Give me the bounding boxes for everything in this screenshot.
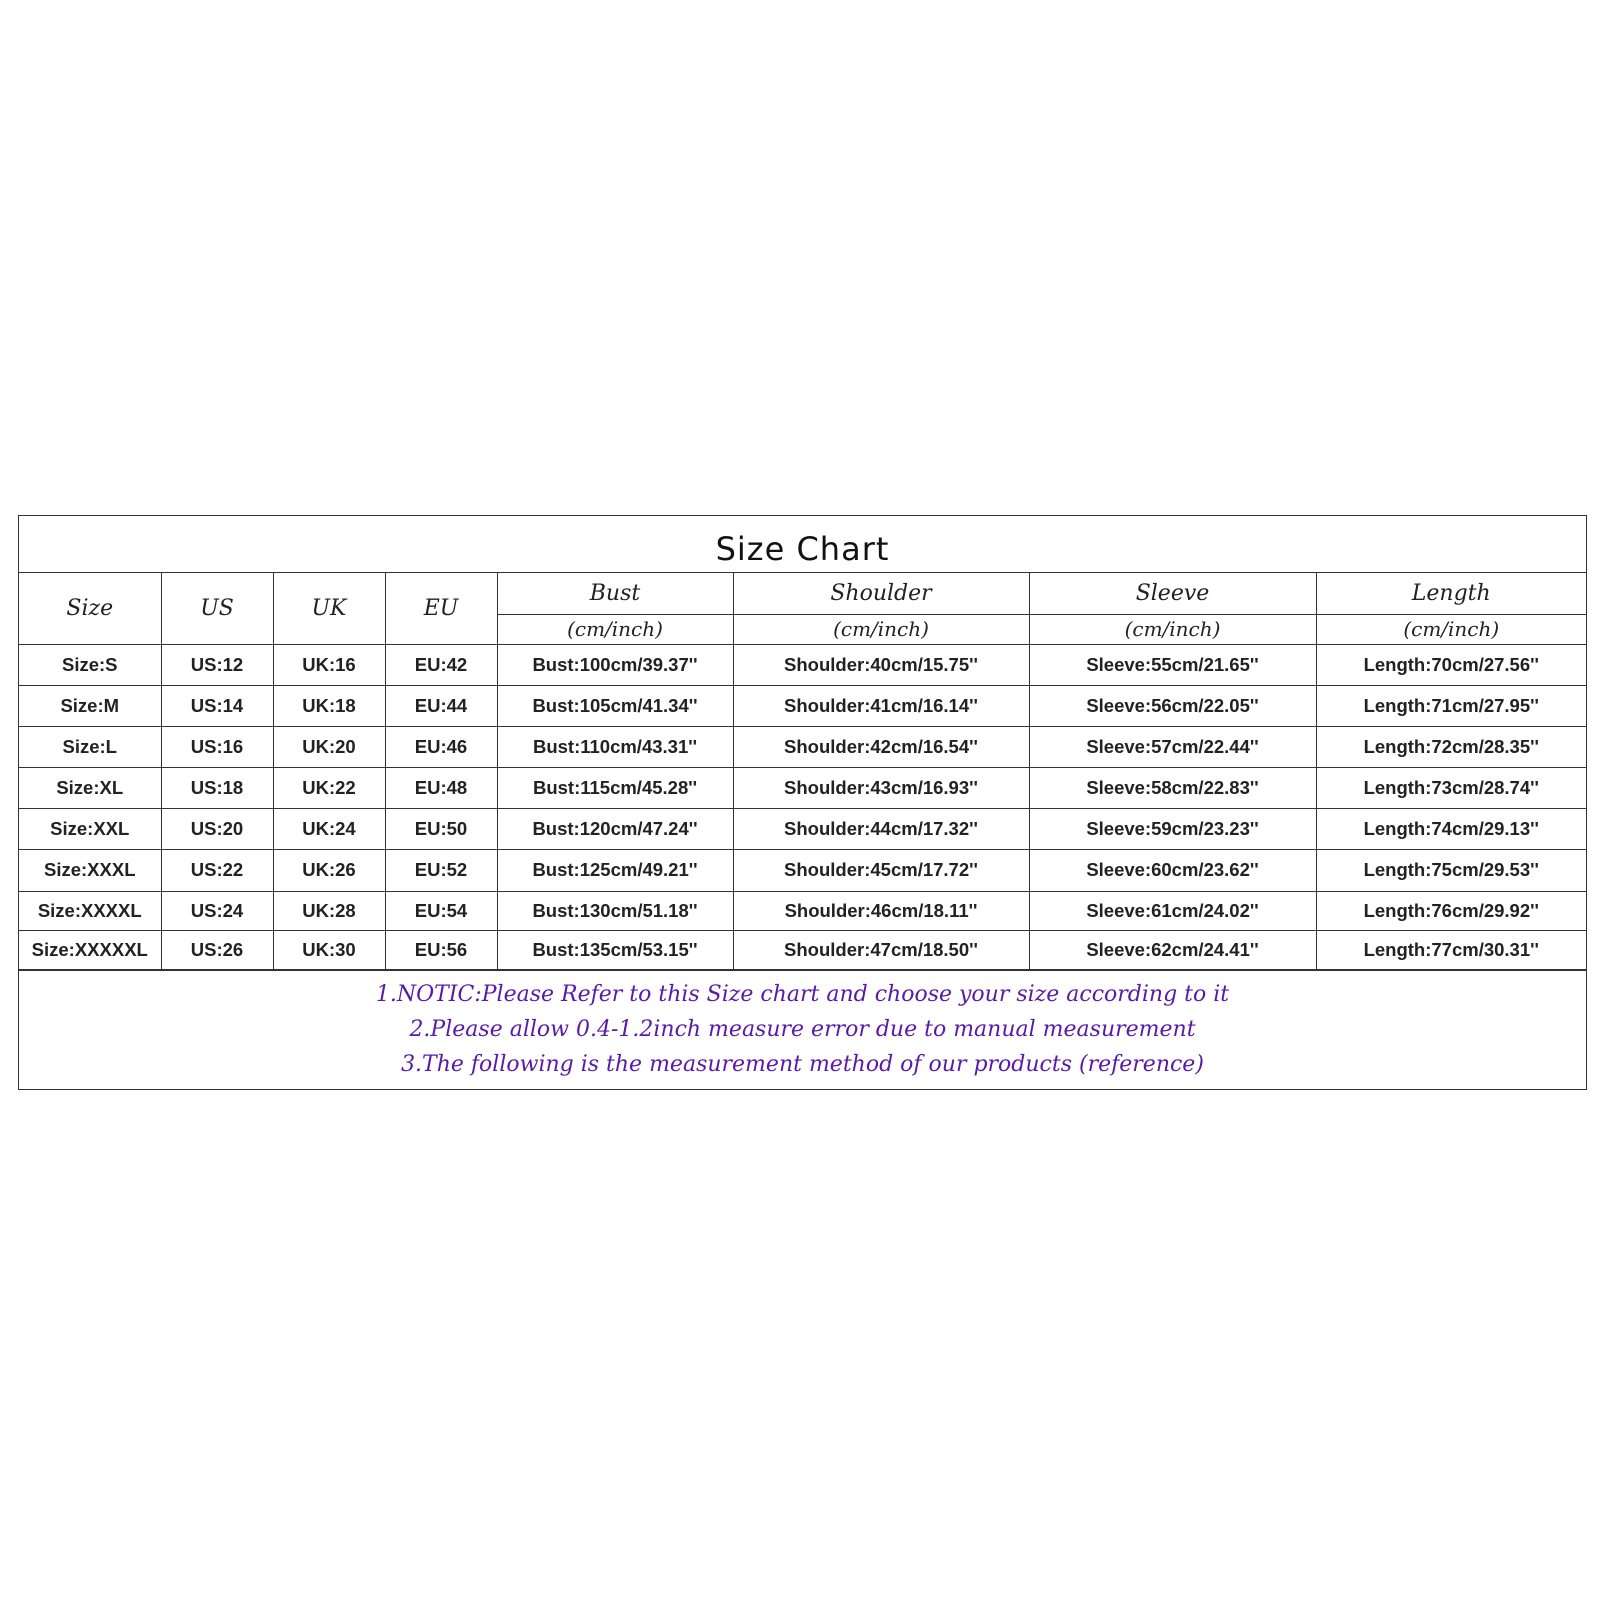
cell-us: US:22	[161, 849, 273, 891]
cell-shoulder: Shoulder:41cm/16.14''	[733, 685, 1029, 726]
cell-eu: EU:56	[385, 930, 497, 969]
cell-size: Size:XXXL	[19, 849, 161, 891]
cell-us: US:14	[161, 685, 273, 726]
cell-eu: EU:42	[385, 644, 497, 685]
cell-length: Length:74cm/29.13''	[1316, 808, 1586, 849]
cell-bust: Bust:100cm/39.37''	[497, 644, 733, 685]
cell-size: Size:XXL	[19, 808, 161, 849]
cell-bust: Bust:115cm/45.28''	[497, 767, 733, 808]
cell-bust: Bust:130cm/51.18''	[497, 891, 733, 930]
table-row	[19, 808, 1586, 849]
table-row	[19, 891, 1586, 930]
cell-us: US:26	[161, 930, 273, 969]
cell-eu: EU:46	[385, 726, 497, 767]
cell-size: Size:M	[19, 685, 161, 726]
table-row	[19, 767, 1586, 808]
cell-length: Length:77cm/30.31''	[1316, 930, 1586, 969]
cell-size: Size:L	[19, 726, 161, 767]
cell-bust: Bust:125cm/49.21''	[497, 849, 733, 891]
cell-length: Length:73cm/28.74''	[1316, 767, 1586, 808]
cell-length: Length:70cm/27.56''	[1316, 644, 1586, 685]
cell-bust: Bust:135cm/53.15''	[497, 930, 733, 969]
notes-section	[19, 970, 1586, 1082]
cell-shoulder: Shoulder:46cm/18.11''	[733, 891, 1029, 930]
table-row	[19, 930, 1586, 969]
cell-uk: UK:24	[273, 808, 385, 849]
cell-size: Size:XL	[19, 767, 161, 808]
cell-us: US:16	[161, 726, 273, 767]
size-table	[19, 573, 1586, 970]
cell-uk: UK:30	[273, 930, 385, 969]
unit-sleeve: (cm/inch)	[1029, 614, 1316, 644]
header-uk: UK	[273, 573, 385, 644]
chart-title: Size Chart	[19, 516, 1586, 573]
cell-shoulder: Shoulder:42cm/16.54''	[733, 726, 1029, 767]
cell-shoulder: Shoulder:43cm/16.93''	[733, 767, 1029, 808]
cell-sleeve: Sleeve:62cm/24.41''	[1029, 930, 1316, 969]
cell-sleeve: Sleeve:61cm/24.02''	[1029, 891, 1316, 930]
cell-length: Length:72cm/28.35''	[1316, 726, 1586, 767]
cell-us: US:12	[161, 644, 273, 685]
cell-shoulder: Shoulder:45cm/17.72''	[733, 849, 1029, 891]
table-row	[19, 685, 1586, 726]
cell-sleeve: Sleeve:57cm/22.44''	[1029, 726, 1316, 767]
cell-eu: EU:44	[385, 685, 497, 726]
header-us: US	[161, 573, 273, 644]
cell-eu: EU:50	[385, 808, 497, 849]
cell-bust: Bust:110cm/43.31''	[497, 726, 733, 767]
cell-uk: UK:26	[273, 849, 385, 891]
cell-sleeve: Sleeve:58cm/22.83''	[1029, 767, 1316, 808]
table-row	[19, 849, 1586, 891]
cell-size: Size:S	[19, 644, 161, 685]
cell-length: Length:76cm/29.92''	[1316, 891, 1586, 930]
cell-uk: UK:22	[273, 767, 385, 808]
unit-shoulder: (cm/inch)	[733, 614, 1029, 644]
cell-bust: Bust:105cm/41.34''	[497, 685, 733, 726]
cell-us: US:20	[161, 808, 273, 849]
unit-length: (cm/inch)	[1316, 614, 1586, 644]
header-size: Size	[19, 573, 161, 644]
cell-length: Length:75cm/29.53''	[1316, 849, 1586, 891]
note-line: 2.Please allow 0.4-1.2inch measure error due to manual measurement	[409, 1016, 1196, 1042]
cell-length: Length:71cm/27.95''	[1316, 685, 1586, 726]
cell-sleeve: Sleeve:56cm/22.05''	[1029, 685, 1316, 726]
cell-us: US:24	[161, 891, 273, 930]
cell-uk: UK:20	[273, 726, 385, 767]
cell-sleeve: Sleeve:55cm/21.65''	[1029, 644, 1316, 685]
header-eu: EU	[385, 573, 497, 644]
cell-eu: EU:54	[385, 891, 497, 930]
cell-uk: UK:28	[273, 891, 385, 930]
note-line: 3.The following is the measurement method of our products (reference)	[401, 1051, 1204, 1077]
header-bust: Bust	[497, 573, 733, 614]
cell-size: Size:XXXXL	[19, 891, 161, 930]
cell-uk: UK:18	[273, 685, 385, 726]
cell-shoulder: Shoulder:47cm/18.50''	[733, 930, 1029, 969]
header-row	[19, 573, 1586, 614]
cell-eu: EU:52	[385, 849, 497, 891]
cell-eu: EU:48	[385, 767, 497, 808]
cell-sleeve: Sleeve:59cm/23.23''	[1029, 808, 1316, 849]
cell-uk: UK:16	[273, 644, 385, 685]
size-chart	[18, 515, 1587, 1090]
table-row	[19, 644, 1586, 685]
cell-shoulder: Shoulder:40cm/15.75''	[733, 644, 1029, 685]
cell-us: US:18	[161, 767, 273, 808]
table-row	[19, 726, 1586, 767]
note-line: 1.NOTIC:Please Refer to this Size chart and choose your size according to it	[375, 981, 1230, 1007]
header-length: Length	[1316, 573, 1586, 614]
unit-bust: (cm/inch)	[497, 614, 733, 644]
cell-sleeve: Sleeve:60cm/23.62''	[1029, 849, 1316, 891]
header-shoulder: Shoulder	[733, 573, 1029, 614]
cell-bust: Bust:120cm/47.24''	[497, 808, 733, 849]
cell-size: Size:XXXXXL	[19, 930, 161, 969]
cell-shoulder: Shoulder:44cm/17.32''	[733, 808, 1029, 849]
header-sleeve: Sleeve	[1029, 573, 1316, 614]
